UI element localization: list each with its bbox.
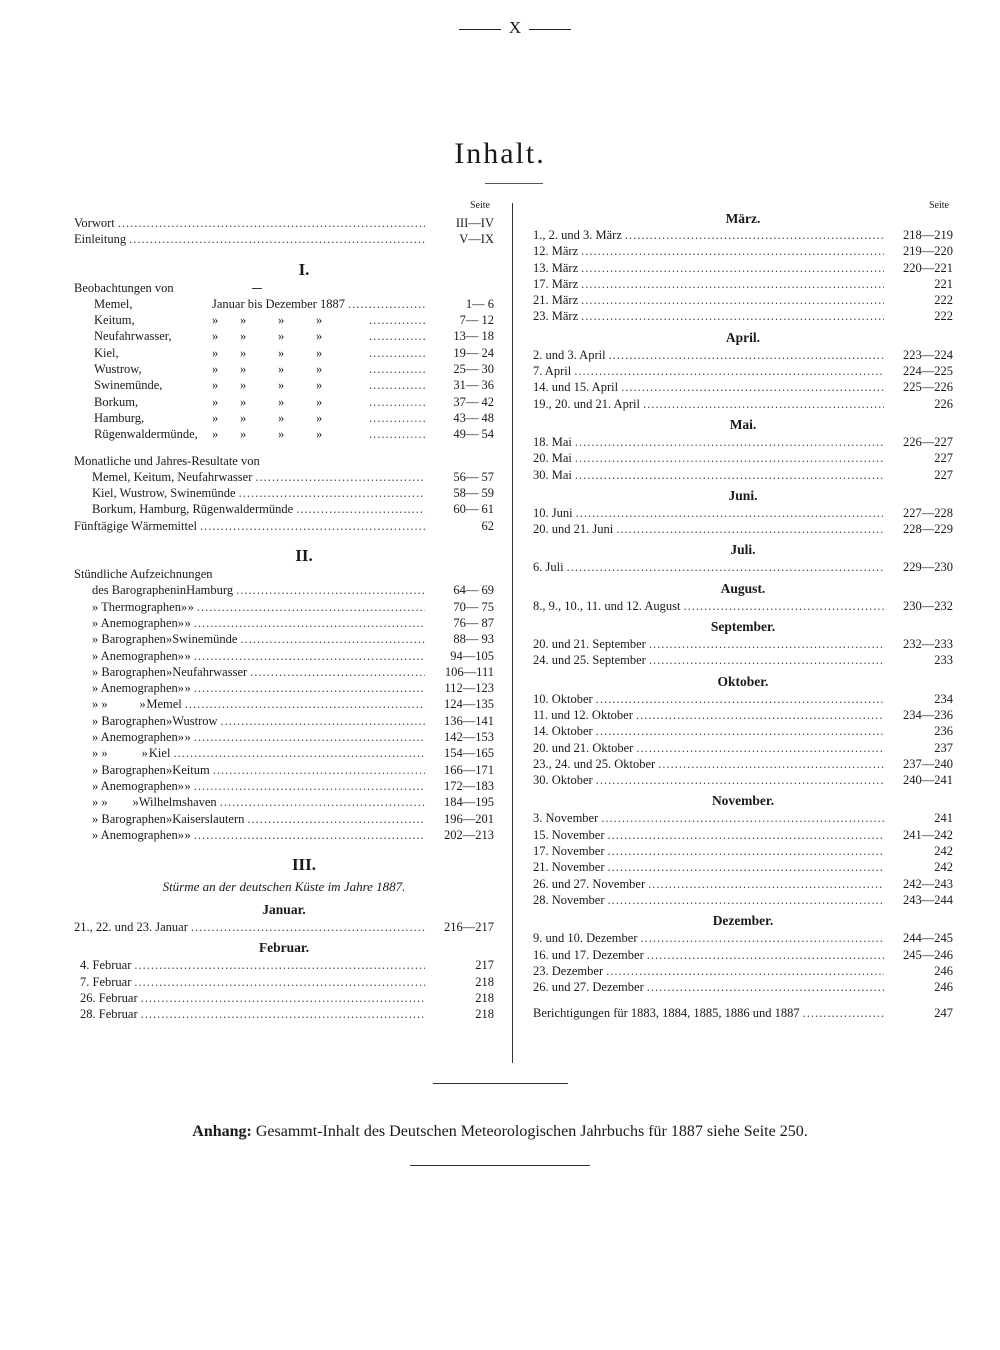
ditto-mark: » [212,362,219,377]
month-heading: Juni. [728,487,758,503]
month-heading: August. [720,580,766,596]
toc-entry[interactable]: 9. und 10. Dezember ..... 244—245 [533,931,953,947]
toc-entry[interactable]: 15. November ..... 241—242 [533,828,953,844]
seite-label: Seite [470,200,490,211]
ditto-mark: » [240,345,247,360]
ditto-mark: » [212,345,219,360]
toc-entry[interactable]: 10. Juni ..... 227—228 [533,506,953,522]
anhang-text: Gesammt-Inhalt des Deutschen Meteorologischen Jahrbuchs für 1887 siehe Seite 250. [255,1123,808,1140]
instrument-list [74,583,494,844]
ditto-mark: » [278,394,285,409]
ditto-mark: » [316,329,323,344]
ditto-mark: » [278,313,285,328]
toc-entry[interactable]: 14. Oktober ..... 236 [533,724,953,740]
toc-entry[interactable]: 19., 20. und 21. April ..... 226 [533,397,953,413]
toc-entry[interactable]: 16. und 17. Dezember ..... 245—246 [533,948,953,964]
toc-entry[interactable]: 10. Oktober ..... 234 [533,692,953,708]
anhang-label: Anhang: [192,1123,252,1140]
toc-entry[interactable]: 21. November ..... 242 [533,860,953,876]
month-heading-januar: Januar. [262,902,306,918]
ditto-mark: » [316,427,323,442]
toc-entry-vorwort[interactable]: Vorwort ..... III—IV [74,216,494,232]
month-heading: März. [725,211,761,226]
toc-entry-berichtigungen[interactable]: Berichtigungen für 1883, 1884, 1885, 1886 und 1887 ..... 247 [533,1006,953,1022]
ditto-mark: » [316,345,323,360]
station-entry[interactable]: Borkum, » » » » ..... 37— 42 [74,395,494,411]
month-sections [533,210,953,996]
header-rule-left [459,29,501,30]
ditto-mark: » [278,329,285,344]
monatliche-label: Monatliche und Jahres-Resultate von [74,453,260,468]
station-entry[interactable]: Kiel, » » » » ..... 19— 24 [74,346,494,362]
instrument-entry[interactable]: » Anemographen » » ..... 76— 87 [74,616,494,632]
month-heading: September. [710,619,776,635]
title-ornament [485,183,543,184]
beobachtungen-label: Beobachtungen von [74,281,494,297]
month-heading: Mai. [729,416,757,432]
instrument-entry[interactable]: » » » Kiel ..... 154—165 [74,746,494,762]
toc-entry[interactable]: 30. Mai ..... 227 [533,468,953,484]
month-heading: Oktober. [717,673,769,689]
toc-entry[interactable]: 12. März ..... 219—220 [533,244,953,260]
page-number: X [508,18,522,37]
section-heading-3: III. [291,855,317,875]
instrument-entry[interactable]: » Anemographen » » ..... 172—183 [74,779,494,795]
ditto-mark: » [278,378,285,393]
toc-entry[interactable]: 14. und 15. April ..... 225—226 [533,380,953,396]
toc-entry[interactable]: 18. Mai ..... 226—227 [533,435,953,451]
toc-entry[interactable]: 4. Februar ..... 217 [74,958,494,974]
month-heading-februar: Februar. [258,940,310,956]
toc-entry[interactable]: 7. Februar ..... 218 [74,975,494,991]
toc-entry[interactable]: 17. November ..... 242 [533,844,953,860]
ditto-mark: » [278,410,285,425]
station-list [74,297,494,444]
ditto-mark: » [316,410,323,425]
instrument-entry[interactable]: » Anemographen » » ..... 142—153 [74,730,494,746]
page-header [450,18,580,38]
toc-entry-fuenftaegige[interactable]: Fünftägige Wärmemittel ..... 62 [74,519,494,535]
month-heading: April. [725,329,761,345]
toc-entry[interactable]: 2. und 3. April ..... 223—224 [533,348,953,364]
instrument-entry[interactable]: » Anemographen » » ..... 112—123 [74,681,494,697]
toc-entry[interactable]: 11. und 12. Oktober ..... 234—236 [533,708,953,724]
januar-list [74,920,494,936]
ditto-mark: » [212,394,219,409]
monatliche-list [74,470,494,519]
instrument-entry[interactable]: » Barographen » Kaiserslautern ..... 196—201 [74,812,494,828]
right-column [533,200,953,1023]
toc-entry[interactable]: Kiel, Wustrow, Swinemünde ..... 58— 59 [74,486,494,502]
stuerme-title: Stürme an der deutschen Küste im Jahre 1887. [162,879,406,895]
station-entry[interactable]: Swinemünde, » » » » ..... 31— 36 [74,378,494,394]
toc-entry[interactable]: 20. und 21. Juni ..... 228—229 [533,522,953,538]
page-title: Inhalt. [454,137,546,170]
ditto-mark: » [240,410,247,425]
seite-label-right: Seite [929,200,949,211]
toc-entry[interactable]: 26. Februar ..... 218 [74,991,494,1007]
ditto-mark: » [212,313,219,328]
ditto-mark: » [240,378,247,393]
anhang-note [0,1123,1000,1141]
ditto-mark: » [240,394,247,409]
left-column [74,200,494,1024]
toc-entry[interactable]: 23. Dezember ..... 246 [533,964,953,980]
section-heading-1: I. [298,259,310,279]
header-rule-right [529,29,571,30]
toc-entry[interactable]: 28. November ..... 243—244 [533,893,953,909]
ditto-mark: » [278,362,285,377]
section-heading-2: II. [295,546,313,566]
ditto-mark: » [212,427,219,442]
toc-entry[interactable]: 3. November ..... 241 [533,811,953,827]
toc-entry[interactable]: 20. und 21. Oktober ..... 237 [533,741,953,757]
toc-entry[interactable]: 1., 2. und 3. März ..... 218—219 [533,228,953,244]
ditto-mark: » [240,427,247,442]
toc-entry[interactable]: 20. und 21. September ..... 232—233 [533,637,953,653]
ditto-mark: » [212,378,219,393]
toc-entry[interactable]: 23. März ..... 222 [533,309,953,325]
instrument-entry[interactable]: » Thermographen » » ..... 70— 75 [74,600,494,616]
ditto-mark: » [316,313,323,328]
toc-entry[interactable]: 6. Juli ..... 229—230 [533,560,953,576]
station-entry[interactable]: Keitum, » » » » ..... 7— 12 [74,313,494,329]
ditto-mark: » [316,378,323,393]
ditto-mark: » [316,362,323,377]
ditto-mark: » [240,362,247,377]
month-heading: Dezember. [712,913,774,929]
column-divider [512,203,513,1063]
toc-entry[interactable]: 21. März ..... 222 [533,293,953,309]
ditto-mark: » [212,329,219,344]
toc-entry[interactable]: 13. März ..... 220—221 [533,261,953,277]
instrument-entry[interactable]: » Barographen » Swinemünde ..... 88— 93 [74,632,494,648]
toc-entry-einleitung[interactable]: Einleitung ..... V—IX [74,232,494,248]
station-entry[interactable]: Rügenwaldermünde, » » » » ..... 49— 54 [74,427,494,443]
toc-entry[interactable]: 26. und 27. November ..... 242—243 [533,877,953,893]
toc-entry[interactable]: 17. März ..... 221 [533,277,953,293]
toc-entry[interactable]: Memel, Keitum, Neufahrwasser ..... 56— 57 [74,470,494,486]
instrument-entry[interactable]: » Barographen » Wustrow ..... 136—141 [74,714,494,730]
toc-entry[interactable]: 26. und 27. Dezember ..... 246 [533,980,953,996]
station-entry[interactable]: Wustrow, » » » » ..... 25— 30 [74,362,494,378]
toc-entry[interactable]: 28. Februar ..... 218 [74,1007,494,1023]
toc-entry[interactable]: Borkum, Hamburg, Rügenwaldermünde ..... 60— 61 [74,502,494,518]
stuendliche-label: Stündliche Aufzeichnungen [74,567,213,582]
month-heading: November. [711,793,775,809]
toc-entry[interactable]: 24. und 25. September ..... 233 [533,653,953,669]
instrument-entry[interactable]: » Barographen » Keitum ..... 166—171 [74,763,494,779]
instrument-entry[interactable]: » » » Wilhelmshaven ..... 184—195 [74,795,494,811]
ditto-mark: » [278,345,285,360]
toc-entry[interactable]: 30. Oktober ..... 240—241 [533,773,953,789]
instrument-entry[interactable]: des Barographen in Hamburg ..... 64— 69 [74,583,494,599]
ditto-mark: » [212,410,219,425]
ditto-mark: » [278,427,285,442]
station-entry[interactable]: Neufahrwasser, » » » » ..... 13— 18 [74,329,494,345]
month-heading: Juli. [730,542,756,558]
toc-entry[interactable]: 8., 9., 10., 11. und 12. August ..... 230—232 [533,599,953,615]
instrument-entry[interactable]: » Anemographen » » ..... 94—105 [74,649,494,665]
footer-rule-bottom [410,1165,590,1166]
station-entry[interactable]: Memel, Januar bis Dezember 1887 ..... 1— 6 [74,297,494,313]
instrument-entry[interactable]: » Anemographen » » ..... 202—213 [74,828,494,844]
februar-list [74,958,494,1023]
ditto-mark: » [240,313,247,328]
instrument-entry[interactable]: » » » Memel ..... 124—135 [74,697,494,713]
toc-entry[interactable]: 20. Mai ..... 227 [533,451,953,467]
ditto-mark: » [316,394,323,409]
toc-entry[interactable]: 23., 24. und 25. Oktober ..... 237—240 [533,757,953,773]
ditto-mark: » [240,329,247,344]
station-entry[interactable]: Hamburg, » » » » ..... 43— 48 [74,411,494,427]
footer-rule-top [433,1083,568,1084]
toc-entry[interactable]: 7. April ..... 224—225 [533,364,953,380]
toc-entry[interactable]: 21., 22. und 23. Januar ..... 216—217 [74,920,494,936]
instrument-entry[interactable]: » Barographen » Neufahrwasser ..... 106—111 [74,665,494,681]
